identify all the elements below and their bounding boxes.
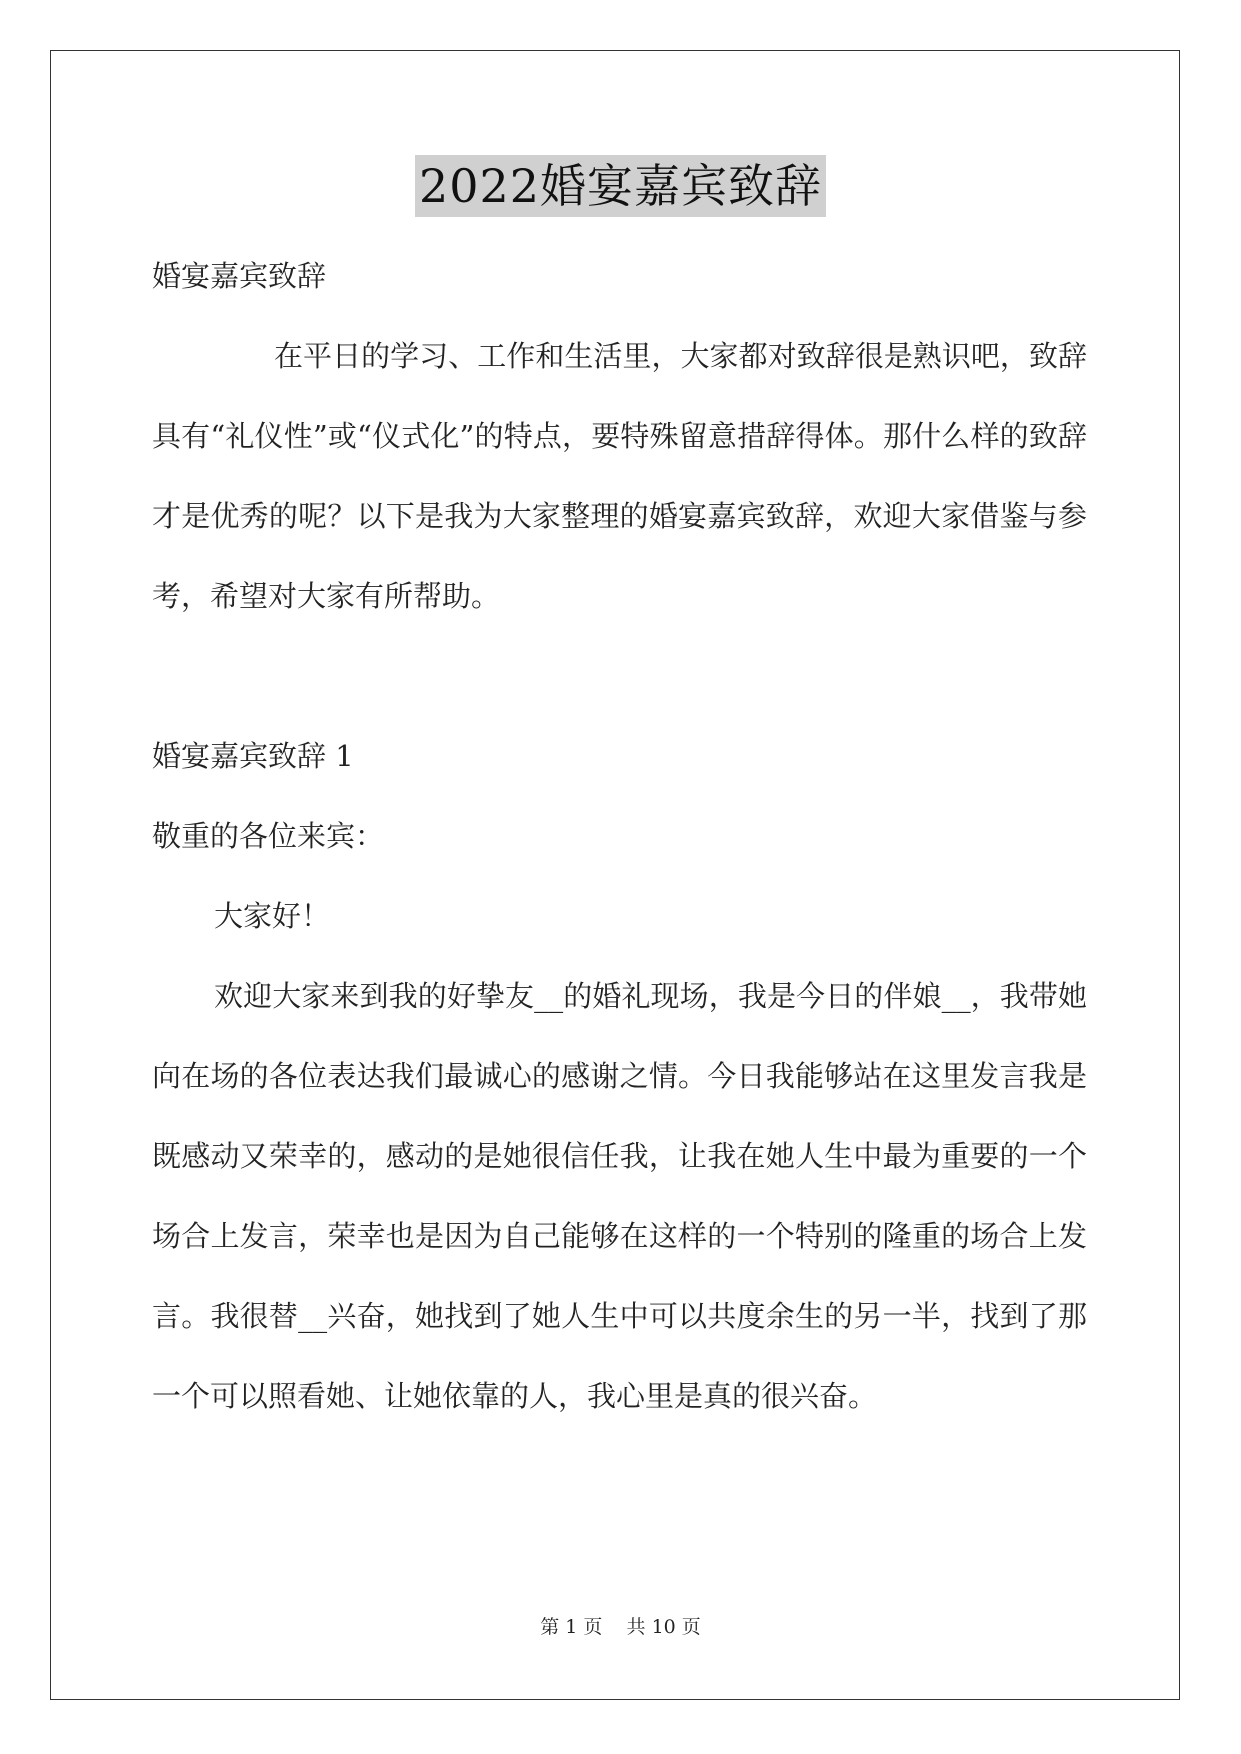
page-total: 共 10 页 (626, 1616, 701, 1638)
body-paragraph: 欢迎大家来到我的好挚友__的婚礼现场，我是今日的伴娘__，我带她向在场的各位表达我们最诚心的感谢之情。今日我能够站在这里发言我是既感动又荣幸的，感动的是她很信任我，让我在她人生中最为重要的一个场合上发言，荣幸也是因为自己能够在这样的一个特别的隆重的场合上发言。我很替__兴奋，她找到了她人生中可以共度余生的另一半，找到了那一个可以照看她、让她依靠的人，我心里是真的很兴奋。 (152, 979, 1087, 1413)
salutation: 敬重的各位来宾： (152, 819, 385, 853)
document-title: 2022婚宴嘉宾致辞 (415, 155, 826, 217)
page-number: 第 1 页 (540, 1616, 603, 1638)
paragraph-spacer (152, 636, 1087, 716)
title-container (0, 155, 1241, 217)
page-footer (0, 1612, 1241, 1639)
greeting: 大家好！ (214, 899, 331, 933)
document-body (152, 236, 1087, 1436)
intro-paragraph: 在平日的学习、工作和生活里，大家都对致辞很是熟识吧，致辞具有“礼仪性”或“仪式化”的特点，要特殊留意措辞得体。那什么样的致辞才是优秀的呢？以下是我为大家整理的婚宴嘉宾致辞，欢迎大家借鉴与参考，希望对大家有所帮助。 (152, 339, 1087, 613)
document-subtitle: 婚宴嘉宾致辞 (152, 259, 327, 293)
section-heading: 婚宴嘉宾致辞 1 (152, 739, 354, 773)
